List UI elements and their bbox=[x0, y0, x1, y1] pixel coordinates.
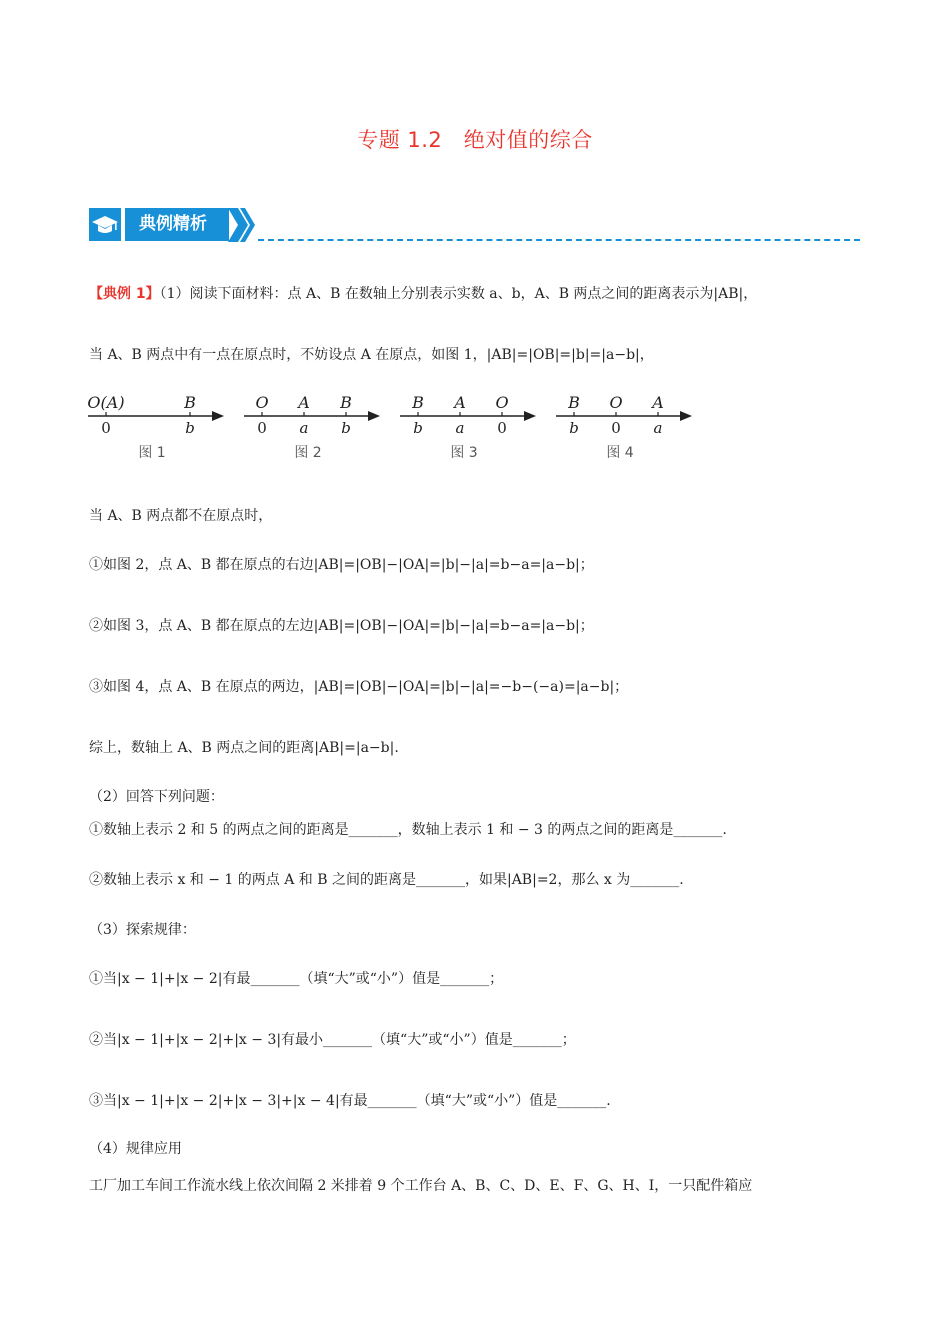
question-2b: ②数轴上表示 x 和 − 1 的两点 A 和 B 之间的距离是_______，如果|AB|=2，那么 x 为_______. bbox=[89, 872, 684, 888]
conclusion: 综上，数轴上 A、B 两点之间的距离|AB|=|a−b|. bbox=[89, 740, 399, 756]
section-divider bbox=[258, 239, 860, 241]
example-text-3: 当 A、B 两点都不在原点时， bbox=[89, 508, 273, 524]
point-label: O bbox=[609, 393, 623, 412]
arrow-head-icon bbox=[368, 411, 380, 421]
example-intro bbox=[89, 284, 757, 304]
point-value: 0 bbox=[611, 419, 621, 437]
point-label: A bbox=[298, 393, 310, 412]
point-value: b bbox=[185, 419, 195, 437]
point-value: 0 bbox=[497, 419, 507, 437]
arrow-head-icon bbox=[524, 411, 536, 421]
number-line-figure-4 bbox=[554, 388, 704, 468]
example-text-2: 当 A、B 两点中有一点在原点时，不妨设点 A 在原点，如图 1，|AB|=|OB|=|b|=|a−b|， bbox=[89, 347, 654, 363]
number-line-figure-3 bbox=[398, 388, 548, 468]
figure-caption: 图 1 bbox=[138, 445, 166, 461]
point-label: O bbox=[255, 393, 269, 412]
case-both-sides: ③如图 4，点 A、B 在原点的两边，|AB|=|OB|−|OA|=|b|−|a|=−b−(−a)=|a−b|； bbox=[89, 679, 629, 695]
point-value: a bbox=[299, 419, 309, 437]
example-tag: 【典例 1】 bbox=[89, 286, 160, 302]
point-label: B bbox=[412, 393, 424, 412]
point-value: a bbox=[653, 419, 663, 437]
point-value: a bbox=[455, 419, 465, 437]
question-4-heading: （4）规律应用 bbox=[89, 1141, 182, 1157]
question-2-heading: （2）回答下列问题： bbox=[89, 789, 224, 805]
point-label: B bbox=[184, 393, 196, 412]
arrow-head-icon bbox=[680, 411, 692, 421]
number-line-figure-2 bbox=[242, 388, 392, 468]
question-3-heading: （3）探索规律： bbox=[89, 922, 196, 938]
point-value: 0 bbox=[257, 419, 267, 437]
question-3b: ②当|x − 1|+|x − 2|+|x − 3|有最小_______（填“大”或“小”）值是_______； bbox=[89, 1032, 576, 1048]
point-label: A bbox=[652, 393, 664, 412]
question-2a: ①数轴上表示 2 和 5 的两点之间的距离是_______，数轴上表示 1 和 − 3 的两点之间的距离是_______. bbox=[89, 822, 727, 838]
question-3c: ③当|x − 1|+|x − 2|+|x − 3|+|x − 4|有最_______（填“大”或“小”）值是_______. bbox=[89, 1093, 611, 1109]
arrow-head-icon bbox=[212, 411, 224, 421]
figure-caption: 图 3 bbox=[450, 445, 478, 461]
figure-caption: 图 4 bbox=[606, 445, 634, 461]
point-value: b bbox=[341, 419, 351, 437]
point-label: A bbox=[454, 393, 466, 412]
chevron-right-icon bbox=[226, 208, 260, 242]
point-label: B bbox=[568, 393, 580, 412]
graduation-cap-icon bbox=[89, 208, 121, 241]
point-value: 0 bbox=[101, 419, 111, 437]
case-left-side: ②如图 3，点 A、B 都在原点的左边|AB|=|OB|−|OA|=|b|−|a|=b−a=|a−b|； bbox=[89, 618, 594, 634]
question-3a: ①当|x − 1|+|x − 2|有最_______（填“大”或“小”）值是_______； bbox=[89, 971, 504, 987]
point-value: b bbox=[569, 419, 579, 437]
question-4a: 工厂加工车间工作流水线上依次间隔 2 米排着 9 个工作台 A、B、C、D、E、F、G、H、I，一只配件箱应 bbox=[89, 1178, 753, 1194]
point-label: O bbox=[495, 393, 509, 412]
point-label: B bbox=[340, 393, 352, 412]
figure-caption: 图 2 bbox=[294, 445, 322, 461]
number-line-figure-1 bbox=[86, 388, 236, 468]
point-value: b bbox=[413, 419, 423, 437]
case-right-side: ①如图 2，点 A、B 都在原点的右边|AB|=|OB|−|OA|=|b|−|a|=b−a=|a−b|； bbox=[89, 557, 594, 573]
example-text-1: （1）阅读下面材料：点 A、B 在数轴上分别表示实数 a、b，A、B 两点之间的距离表示为|AB|， bbox=[159, 286, 758, 302]
point-label: O(A) bbox=[87, 393, 125, 412]
page-title: 专题 1.2 绝对值的综合 bbox=[357, 128, 593, 152]
banner-label: 典例精析 bbox=[125, 208, 229, 241]
